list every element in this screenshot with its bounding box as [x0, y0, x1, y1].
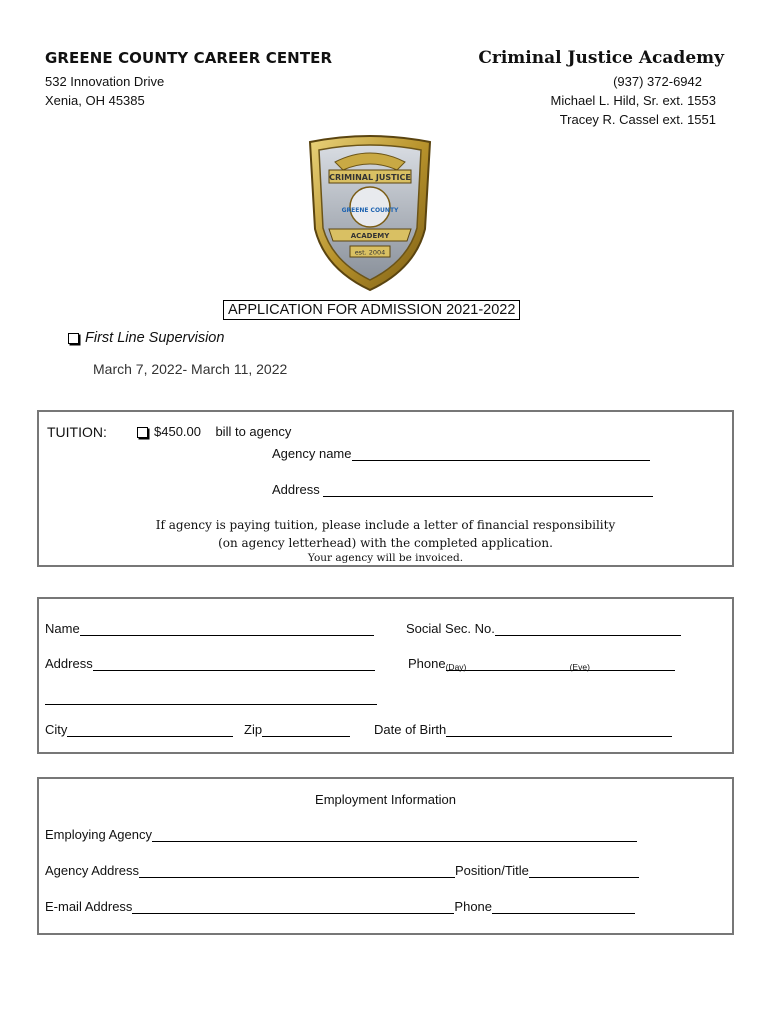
academy-contacts	[550, 72, 716, 129]
dob-label: Date of Birth	[374, 722, 447, 737]
email-field[interactable]	[132, 901, 454, 914]
school-address	[45, 72, 164, 110]
ssn-label: Social Sec. No.	[406, 621, 495, 636]
name-row	[45, 621, 374, 636]
employing-agency-row	[45, 827, 637, 842]
address-label: Address	[45, 656, 93, 671]
email-row	[45, 899, 635, 914]
application-title: APPLICATION FOR ADMISSION 2021-2022	[223, 300, 520, 320]
address-line2-row	[45, 690, 377, 705]
course-checkbox[interactable]	[68, 333, 79, 344]
agency-address-field[interactable]	[323, 484, 653, 497]
employment-heading: Employment Information	[315, 792, 456, 807]
personal-info-section	[37, 597, 734, 754]
agency-name-row	[272, 446, 650, 461]
phone-label: Phone	[408, 656, 446, 671]
tuition-note-line3: Your agency will be invoiced.	[307, 552, 464, 564]
contact-hild: Michael L. Hild, Sr. ext. 1553	[550, 93, 716, 108]
course-dates: March 7, 2022- March 11, 2022	[93, 361, 288, 377]
city-label: City	[45, 722, 68, 737]
tuition-note-line1: If agency is paying tuition, please include a letter of financial responsibility	[155, 518, 616, 532]
employing-agency-field[interactable]	[152, 829, 637, 842]
agency-name-label: Agency name	[272, 446, 352, 461]
tuition-label: TUITION:	[47, 424, 107, 440]
tuition-section	[37, 410, 734, 567]
city-row	[45, 722, 233, 737]
address-line-1: 532 Innovation Drive	[45, 74, 165, 89]
phone-eve-label: (Eve)	[569, 662, 590, 672]
name-field[interactable]	[80, 623, 374, 636]
badge-est-text: est. 2004	[354, 248, 386, 257]
badge-top-text: CRIMINAL JUSTICE	[329, 173, 411, 182]
academy-title: Criminal Justice Academy	[478, 48, 724, 68]
tuition-amount: $450.00	[154, 424, 201, 439]
tuition-bill-text: bill to agency	[215, 424, 292, 439]
employment-phone-label: Phone	[454, 899, 493, 914]
course-option[interactable]	[68, 330, 224, 346]
ssn-row	[406, 621, 681, 636]
position-field[interactable]	[529, 865, 639, 878]
academy-phone: (937) 372-6942	[613, 74, 702, 89]
dob-field[interactable]	[446, 724, 672, 737]
employment-agency-address-label: Agency Address	[45, 863, 139, 878]
zip-label: Zip	[244, 722, 263, 737]
school-title: GREENE COUNTY CAREER CENTER	[45, 49, 333, 67]
phone-field[interactable]	[446, 658, 675, 671]
address-line2-field[interactable]	[45, 692, 377, 705]
contact-cassel: Tracey R. Cassel ext. 1551	[559, 112, 716, 127]
agency-address-label: Address	[272, 482, 320, 497]
employing-agency-label: Employing Agency	[45, 827, 152, 842]
phone-row	[408, 656, 675, 671]
name-label: Name	[45, 621, 80, 636]
academy-badge-logo	[305, 134, 435, 294]
tuition-checkbox[interactable]	[137, 427, 148, 438]
zip-row	[244, 722, 350, 737]
agency-name-field[interactable]	[352, 448, 650, 461]
employment-agency-address-field[interactable]	[139, 865, 455, 878]
tuition-note-line2: (on agency letterhead) with the completed application.	[218, 536, 553, 550]
position-label: Position/Title	[454, 863, 529, 878]
employment-section	[37, 777, 734, 935]
ssn-field[interactable]	[495, 623, 681, 636]
tuition-option[interactable]	[137, 424, 291, 439]
address-row	[45, 656, 375, 671]
dob-row	[374, 722, 672, 737]
badge-middle-text: GREENE COUNTY	[341, 207, 399, 214]
employment-phone-field[interactable]	[492, 901, 635, 914]
address-line-2: Xenia, OH 45385	[45, 93, 145, 108]
badge-bottom-text: ACADEMY	[350, 232, 390, 240]
agency-address-row	[45, 863, 639, 878]
email-label: E-mail Address	[45, 899, 133, 914]
city-field[interactable]	[67, 724, 233, 737]
phone-day-label: (Day)	[445, 662, 467, 672]
address-field[interactable]	[93, 658, 375, 671]
agency-address-row	[272, 482, 653, 497]
course-name: First Line Supervision	[85, 330, 225, 346]
zip-field[interactable]	[262, 724, 350, 737]
tuition-note	[39, 516, 732, 564]
